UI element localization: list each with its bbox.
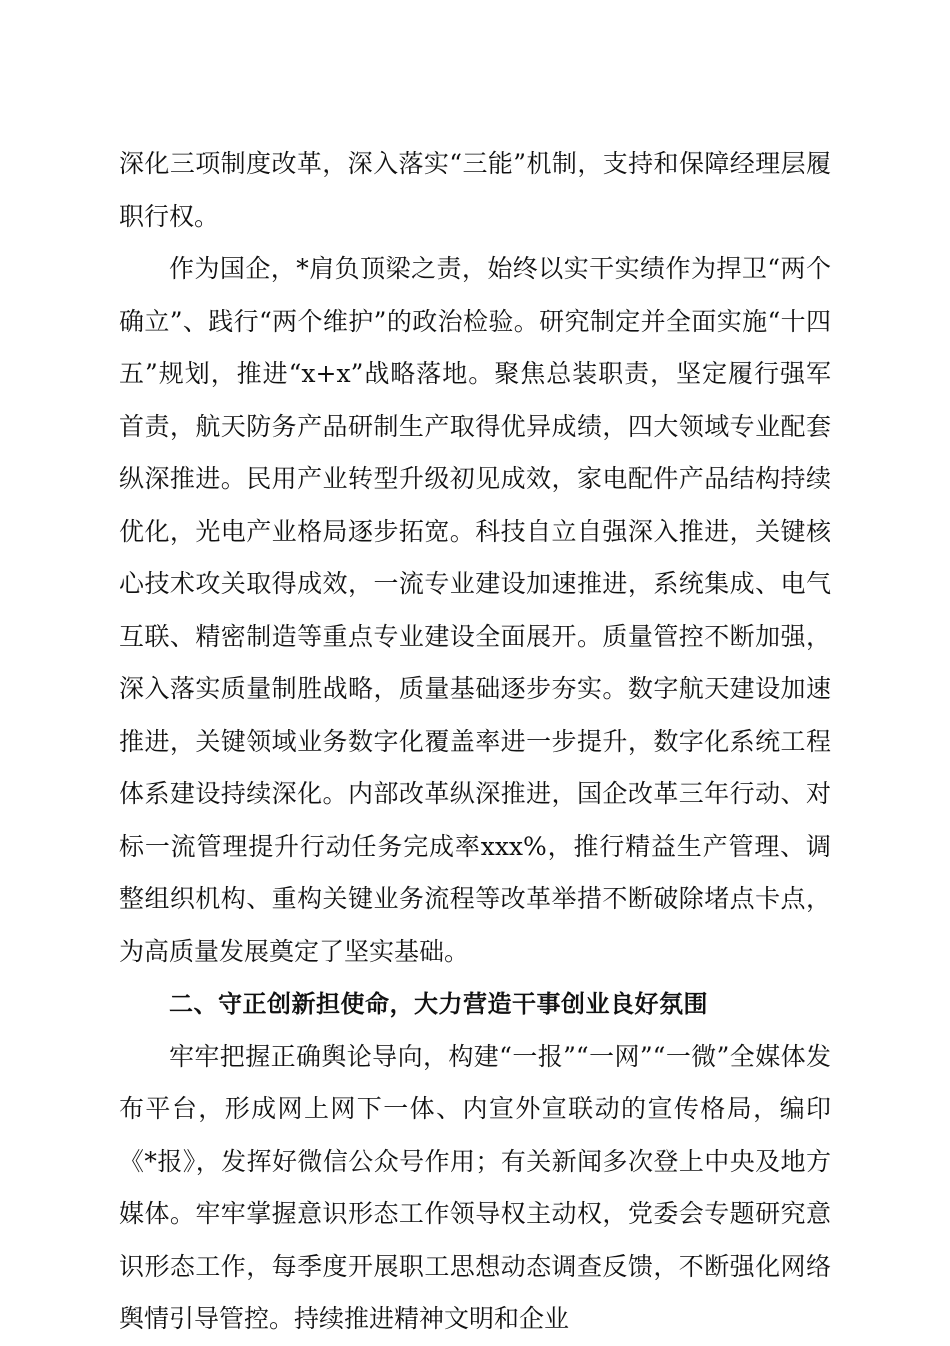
paragraph-publicity: 牢牢把握正确舆论导向，构建“一报”“一网”“一微”全媒体发布平台，形成网上网下一体、内宣外宣联动的宣传格局，编印《*报》，发挥好微信公众号作用；有关新闻多次登上中央及地方媒体。牢牢掌握意识形态工作领导权主动权，党委会专题研究意识形态工作，每季度开展职工思想动态调查反馈，不断强化网络舆情引导管控。持续推进精神文明和企业 — [119, 1041, 831, 1333]
section-heading: 二、守正创新担使命，大力营造干事创业良好氛围 — [169, 990, 708, 1018]
paragraph-achievements: 作为国企，*肩负顶梁之责，始终以实干实绩作为捍卫“两个确立”、践行“两个维护”的政治检验。研究制定并全面实施“十四五”规划，推进“x+x”战略落地。聚焦总装职责，坚定履行强军首责，航天防务产品研制生产取得优异成绩，四大领域专业配套纵深推进。民用产业转型升级初见成效，家电配件产品结构持续优化，光电产业格局逐步拓宽。科技自立自强深入推进，关键核心技术攻关取得成效，一流专业建设加速推进，系统集成、电气互联、精密制造等重点专业建设全面展开。质量管控不断加强，深入落实质量制胜战略，质量基础逐步夯实。数字航天建设加速推进，关键领域业务数字化覆盖率进一步提升，数字化系统工程体系建设持续深化。内部改革纵深推进，国企改革三年行动、对标一流管理提升行动任务完成率xxx%，推行精益生产管理、调整组织机构、重构关键业务流程等改革举措不断破除堵点卡点，为高质量发展奠定了坚实基础。 — [119, 254, 831, 966]
paragraph-continuation: 深化三项制度改革，深入落实“三能”机制，支持和保障经理层履职行权。 — [119, 149, 831, 231]
document-body — [119, 138, 831, 1346]
